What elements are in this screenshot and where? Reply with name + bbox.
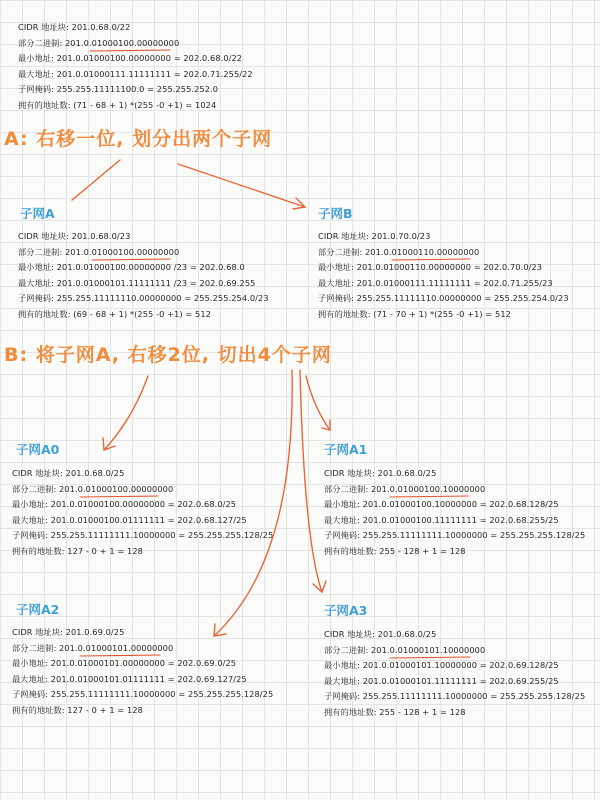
cidr-line: CIDR 地址块: 201.0.68.0/25 [324,629,437,639]
subnet-a1-block [324,466,585,560]
address-count-line: 拥有的地址数: 127 - 0 + 1 = 128 [12,545,143,556]
binary-line: 部分二进制: 201.0.01000101.00000000 [12,642,174,653]
binary-line: 部分二进制: 201.0.01000100.00000000 [12,483,174,494]
subnet-mask-line: 子网掩码: 255.255.11111111.10000000 = 255.255.255.128/25 [12,689,274,700]
cidr-line: CIDR 地址块: 201.0.68.0/25 [12,468,125,478]
max-address-line: 最大地址: 201.0.01000100.11111111 = 202.0.68.255/25 [324,514,559,525]
max-address-line: 最大地址: 201.0.01000101.11111111 /23 = 202.0.69.255 [18,277,256,288]
arrowhead-a0 [103,438,115,450]
cidr-line: CIDR 地址块: 201.0.68.0/23 [18,231,131,241]
binary-line: 部分二进制: 201.0.01000110.00000000 [318,246,480,257]
arrow-to-a3 [300,370,322,592]
subnet-a-block [18,229,269,323]
cidr-line: CIDR 地址块: 201.0.68.0/25 [324,468,437,478]
subnet-mask-line: 子网掩码: 255.255.11111110.00000000 = 255.255.254.0/23 [318,293,569,304]
max-address-line: 最大地址: 201.0.01000111.11111111 = 202.0.71.255/22 [18,68,253,79]
binary-line: 部分二进制: 201.0.01000100.10000000 [324,483,486,494]
address-count-line: 拥有的地址数: (69 - 68 + 1) *(255 -0 +1) = 512 [18,308,211,319]
cidr-line: CIDR 地址块: 201.0.70.0/23 [318,231,431,241]
binary-line: 部分二进制: 201.0.01000100.00000000 [18,37,180,48]
max-address-line: 最大地址: 201.0.01000100.01111111 = 202.0.68.127/25 [12,514,247,525]
subnet-a2-title: 子网A2 [16,602,60,617]
subnet-mask-line: 子网掩码: 255.255.11111110.00000000 = 255.255.254.0/23 [18,293,269,304]
cidr-block-top [18,20,253,114]
subnet-a0-block [12,466,273,560]
address-count-line: 拥有的地址数: (71 - 70 + 1) *(255 -0 +1) = 512 [318,308,511,319]
min-address-line: 最小地址: 201.0.01000101.00000000 = 202.0.69.0/25 [12,658,237,669]
address-count-line: 拥有的地址数: 255 - 128 + 1 = 128 [324,545,466,556]
subnet-mask-line: 子网掩码: 255.255.11111100.0 = 255.255.252.0 [18,84,219,95]
arrowhead-a1 [322,420,330,430]
subnet-mask-line: 子网掩码: 255.255.11111111.10000000 = 255.255.255.128/25 [324,691,586,702]
min-address-line: 最小地址: 201.0.01000100.00000000 = 202.0.68.0/25 [12,499,237,510]
min-address-line: 最小地址: 201.0.01000100.00000000 /23 = 202.0.68.0 [18,262,245,273]
min-address-line: 最小地址: 201.0.01000110.00000000 = 202.0.70.0/23 [318,262,543,273]
subnet-b-block [318,229,569,323]
binary-line: 部分二进制: 201.0.01000101.10000000 [324,644,486,655]
min-address-line: 最小地址: 201.0.01000100.00000000 = 202.0.68.0/22 [18,53,243,64]
cidr-line: CIDR 地址块: 201.0.69.0/25 [12,627,125,637]
min-address-line: 最小地址: 201.0.01000101.10000000 = 202.0.69.128/25 [324,660,559,671]
subnet-a3-block [324,627,585,721]
subnet-a1-title: 子网A1 [324,442,368,457]
subnet-a0-title: 子网A0 [16,442,60,457]
subnet-a-title: 子网A [20,206,55,221]
arrow-to-a0 [104,376,148,450]
arrow-to-a1 [306,376,330,430]
subnet-b-title: 子网B [318,206,353,221]
min-address-line: 最小地址: 201.0.01000100.10000000 = 202.0.68.128/25 [324,499,559,510]
cidr-line: CIDR 地址块: 201.0.68.0/22 [18,22,131,32]
heading-a: A: 右移一位, 划分出两个子网 [4,128,273,150]
address-count-line: 拥有的地址数: 255 - 128 + 1 = 128 [324,706,466,717]
arrowhead-subnet-b [293,198,305,209]
max-address-line: 最大地址: 201.0.01000111.11111111 = 202.0.71.255/23 [318,277,553,288]
binary-line: 部分二进制: 201.0.01000100.00000000 [18,246,180,257]
heading-b: B: 将子网A, 右移2位, 切出4个子网 [4,344,332,366]
arrow-to-subnet-b [178,164,305,207]
arrowhead-a3 [313,581,326,592]
arrow-to-subnet-a [72,160,120,200]
subnet-mask-line: 子网掩码: 255.255.11111111.10000000 = 255.255.255.128/25 [324,530,586,541]
address-count-line: 拥有的地址数: (71 - 68 + 1) *(255 -0 +1) = 1024 [18,99,217,110]
subnet-mask-line: 子网掩码: 255.255.11111111.10000000 = 255.255.255.128/25 [12,530,274,541]
subnet-a2-block [12,625,273,719]
max-address-line: 最大地址: 201.0.01000101.11111111 = 202.0.69.255/25 [324,675,559,686]
address-count-line: 拥有的地址数: 127 - 0 + 1 = 128 [12,704,143,715]
subnet-a3-title: 子网A3 [324,603,368,618]
max-address-line: 最大地址: 201.0.01000101.01111111 = 202.0.69.127/25 [12,673,247,684]
